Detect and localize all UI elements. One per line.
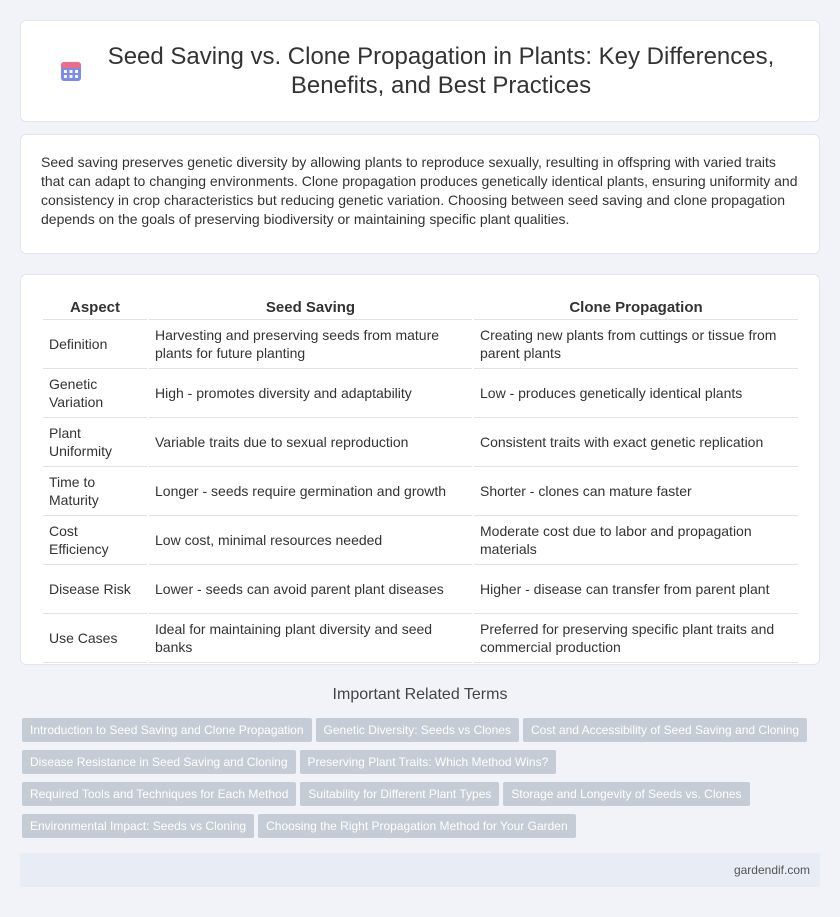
related-term-link[interactable]: Suitability for Different Plant Types [300,782,499,806]
related-term-link[interactable]: Required Tools and Techniques for Each Method [22,782,296,806]
row-seed-saving: Harvesting and preserving seeds from mature plants for future planting [148,319,473,368]
row-clone-propagation: Low - produces genetically identical plants [473,368,798,417]
table-row [43,319,798,368]
row-clone-propagation: Higher - disease can transfer from parent plant [473,564,798,613]
table-row [43,417,798,466]
row-aspect: Definition [43,319,148,368]
related-term-link[interactable]: Storage and Longevity of Seeds vs. Clones [503,782,749,806]
row-seed-saving: Low cost, minimal resources needed [148,515,473,564]
table-row [43,466,798,515]
title-card [20,20,820,122]
related-term-link[interactable]: Cost and Accessibility of Seed Saving and Cloning [523,718,807,742]
row-aspect: Time to Maturity [43,466,148,515]
header-seed-saving: Seed Saving [148,295,473,319]
comparison-card [20,274,820,665]
table-header-row [43,295,798,319]
header-aspect: Aspect [43,295,148,319]
page-title: Seed Saving vs. Clone Propagation in Plants: Key Differences, Benefits, and Best Practices [107,43,775,99]
related-term-link[interactable]: Choosing the Right Propagation Method for Your Garden [258,814,576,838]
table-row [43,613,798,662]
related-term-link[interactable]: Genetic Diversity: Seeds vs Clones [316,718,519,742]
row-clone-propagation: Consistent traits with exact genetic replication [473,417,798,466]
related-term-link[interactable]: Environmental Impact: Seeds vs Cloning [22,814,254,838]
related-term-link[interactable]: Introduction to Seed Saving and Clone Propagation [22,718,312,742]
row-seed-saving: Lower - seeds can avoid parent plant diseases [148,564,473,613]
table-row [43,515,798,564]
intro-paragraph: Seed saving preserves genetic diversity by allowing plants to reproduce sexually, resulting in offspring with varied traits that can adapt to changing environments. Clone propagation produces genetically identical plants, ensuring uniformity and consistency in crop characteristics but reducing genetic variation. Choosing between seed saving and clone propagation depends on the goals of preserving biodiversity or maintaining specific plant qualities. [41,154,798,227]
row-seed-saving: Longer - seeds require germination and growth [148,466,473,515]
related-term-link[interactable]: Preserving Plant Traits: Which Method Wins? [300,750,557,774]
calendar-icon [59,59,83,83]
related-terms-title: Important Related Terms [332,686,508,703]
header-clone-propagation: Clone Propagation [473,295,798,319]
row-aspect: Plant Uniformity [43,417,148,466]
title-wrap [40,42,800,100]
footer-site-link[interactable]: gardendif.com [733,863,810,877]
row-aspect: Use Cases [43,613,148,662]
row-clone-propagation: Shorter - clones can mature faster [473,466,798,515]
footer [20,853,820,887]
row-aspect: Cost Efficiency [43,515,148,564]
row-clone-propagation: Moderate cost due to labor and propagation materials [473,515,798,564]
row-clone-propagation: Preferred for preserving specific plant traits and commercial production [473,613,798,662]
row-aspect: Genetic Variation [43,368,148,417]
intro-card [20,134,820,254]
row-aspect: Disease Risk [43,564,148,613]
table-row [43,368,798,417]
row-clone-propagation: Creating new plants from cuttings or tissue from parent plants [473,319,798,368]
row-seed-saving: High - promotes diversity and adaptability [148,368,473,417]
row-seed-saving: Variable traits due to sexual reproduction [148,417,473,466]
related-terms-list [22,718,822,846]
row-seed-saving: Ideal for maintaining plant diversity and seed banks [148,613,473,662]
comparison-table [43,295,798,663]
related-term-link[interactable]: Disease Resistance in Seed Saving and Cloning [22,750,296,774]
table-row [43,564,798,613]
